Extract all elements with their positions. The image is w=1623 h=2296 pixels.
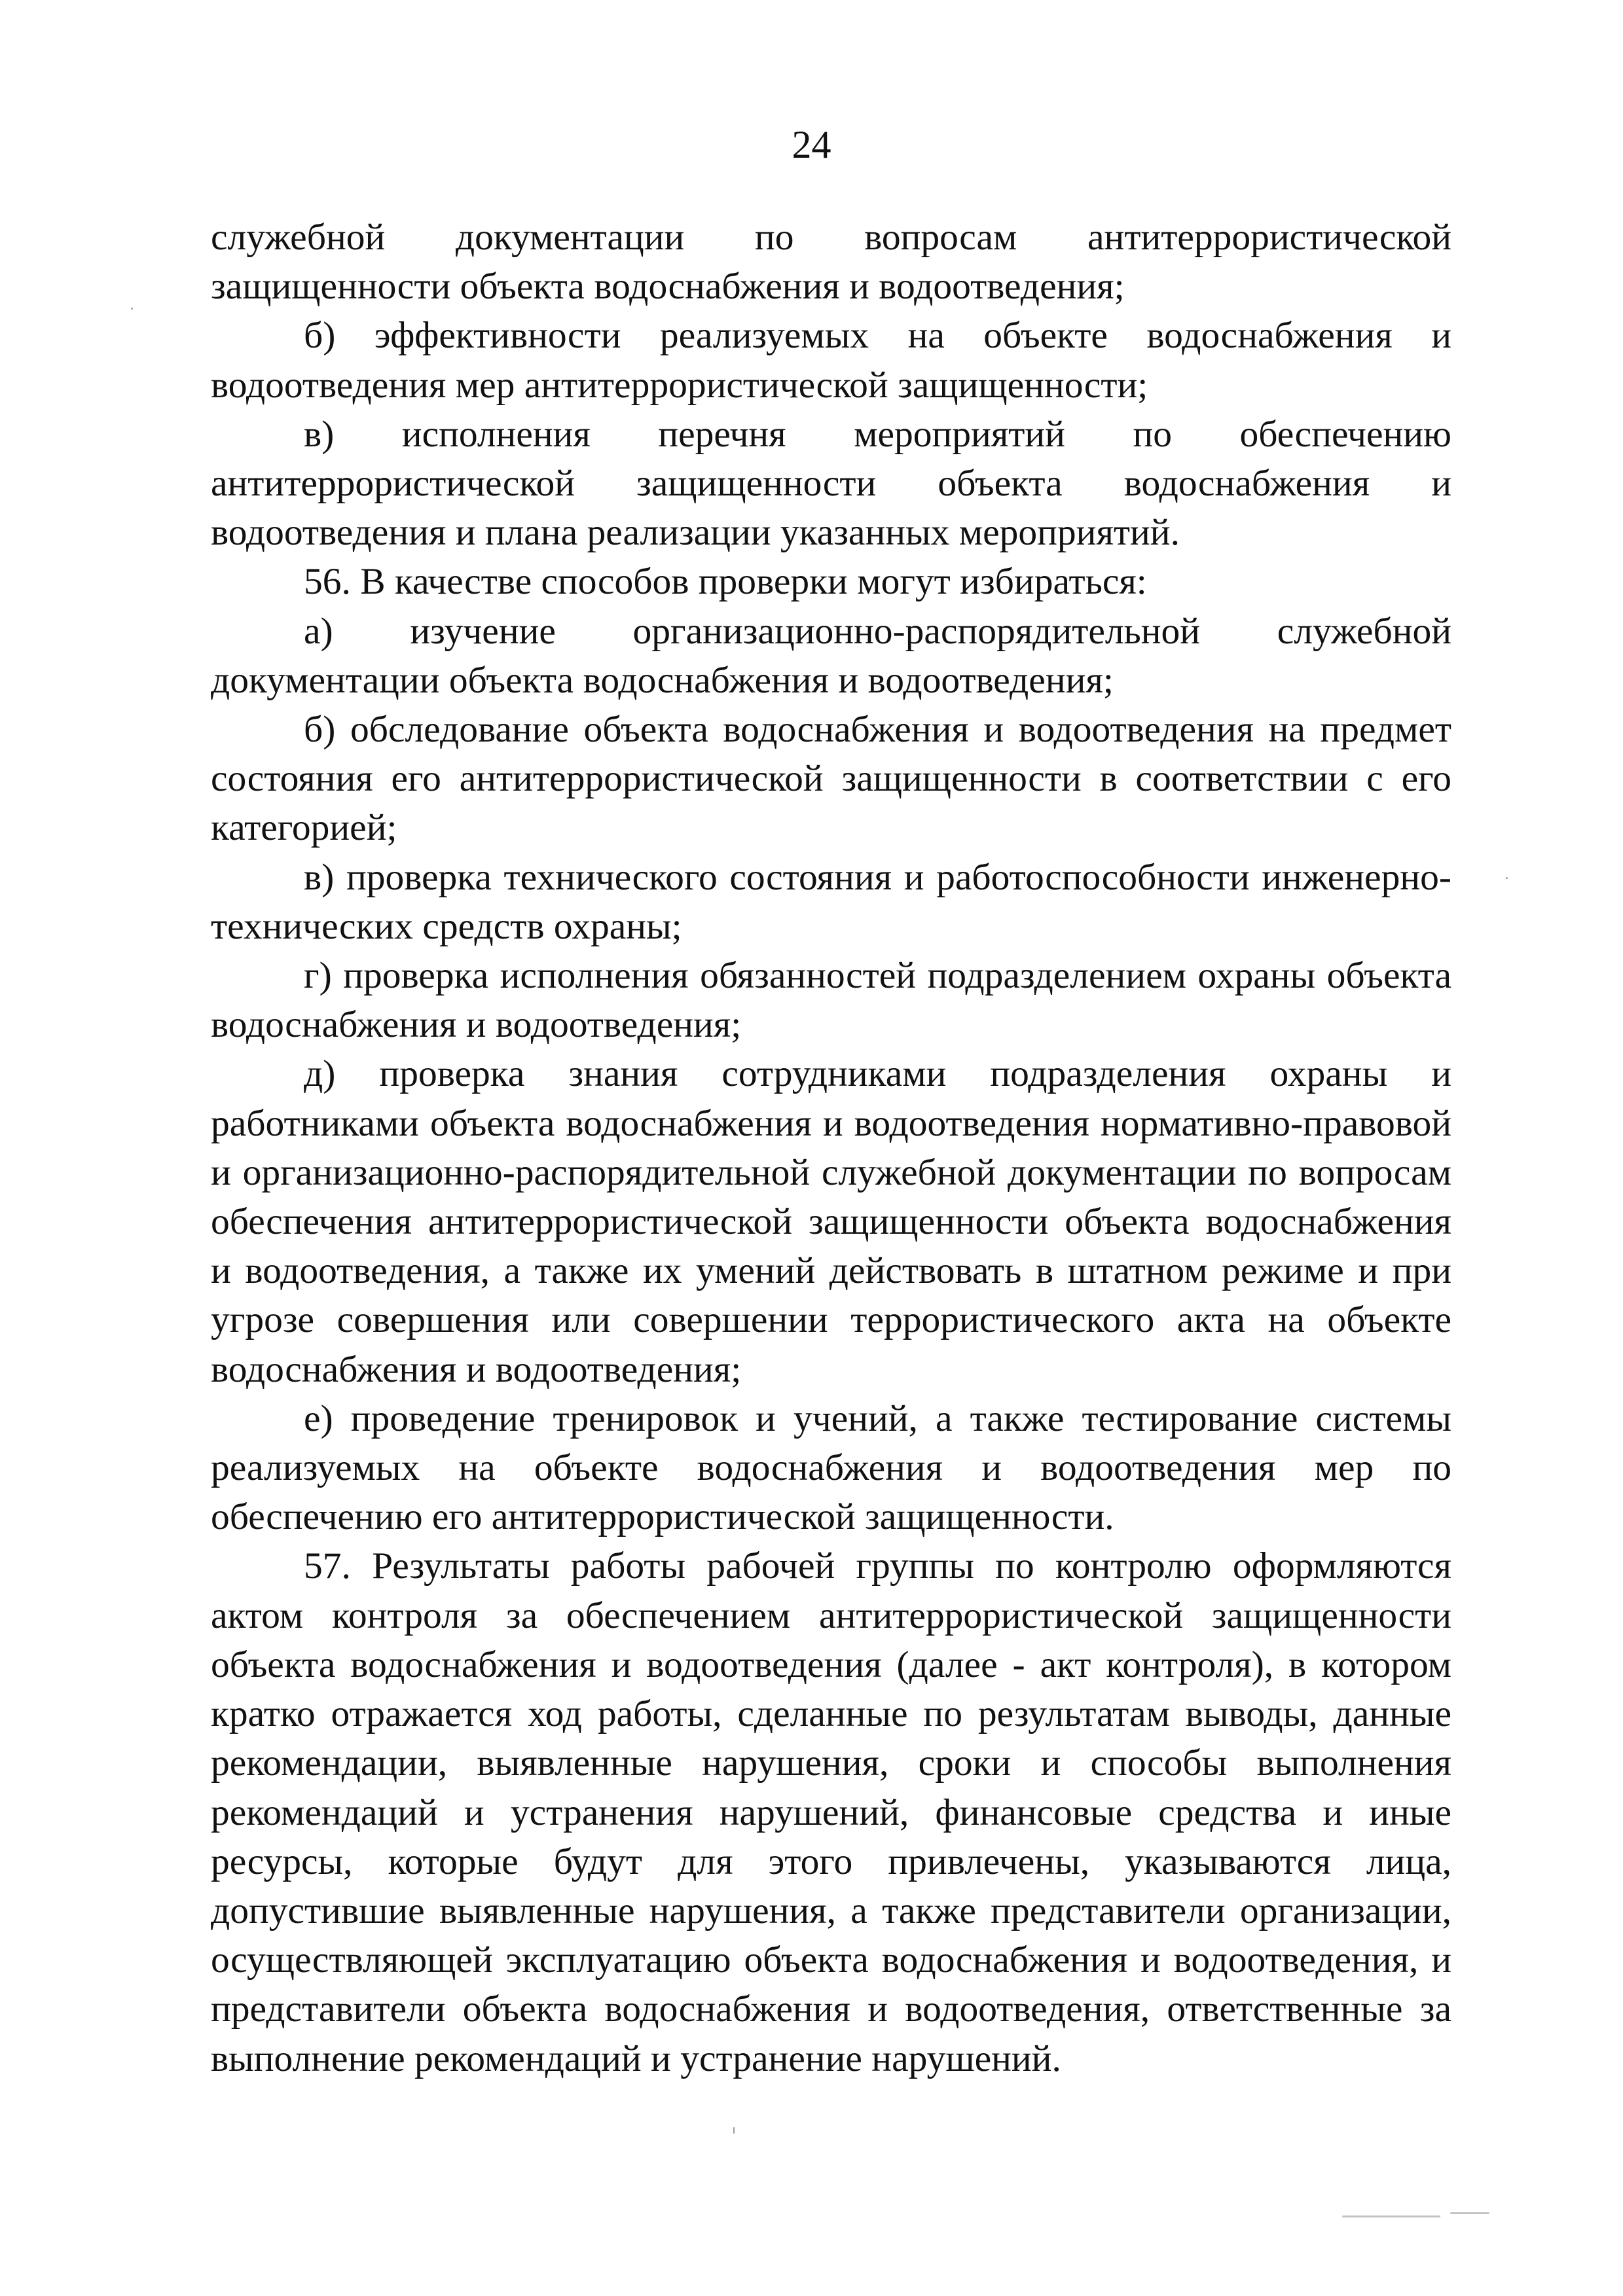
paragraph-57: 57. Результаты работы рабочей группы по контролю оформляются актом контроля за обеспечением антитеррористической защищенности объекта водоснабжения и водоотведения (далее - акт контроля), в котором кратко отражается ход работы, сделанные по результатам выводы, данные рекомендации, выявленные нарушения, сроки и способы выполнения рекомендаций и устранения нарушений, финансовые средства и иные ресурсы, которые будут для этого привлечены, указываются лица, допустившие выявленные нарушения, а также представители организации, осуществляющей эксплуатацию объекта водоснабжения и водоотведения, и представители объекта водоснабжения и водоотведения, ответственные за выполнение рекомендаций и устранение нарушений. xyxy=(211,1545,1451,2079)
paragraph-56-item-v: в) проверка технического состояния и работоспособности инженерно-технических средств охраны; xyxy=(211,856,1451,947)
document-body xyxy=(211,213,1451,2083)
scan-speck xyxy=(733,2127,735,2134)
paragraph-56-item-d: д) проверка знания сотрудниками подразделения охраны и работниками объекта водоснабжения и водоотведения нормативно-правовой и организационно-распорядительной служебной документации по вопросам обеспечения антитеррористической защищенности объекта водоснабжения и водоотведения, а также их умений действовать в штатном режиме и при угрозе совершения или совершении террористического акта на объекте водоснабжения и водоотведения; xyxy=(211,1053,1451,1390)
paragraph-continuation: служебной документации по вопросам антитеррористической защищенности объекта водоснабжения и водоотведения; xyxy=(211,217,1451,308)
page-number: 24 xyxy=(792,123,831,166)
paragraph-56-heading: 56. В качестве способов проверки могут избираться: xyxy=(304,561,1147,603)
paragraph-item-b-effectiveness: б) эффективности реализуемых на объекте водоснабжения и водоотведения мер антитеррористической защищенности; xyxy=(211,315,1451,406)
paragraph-56-item-a: а) изучение организационно-распорядительной служебной документации объекта водоснабжения и водоотведения; xyxy=(211,610,1451,701)
scan-speck xyxy=(131,308,133,310)
paragraph-56-item-b: б) обследование объекта водоснабжения и водоотведения на предмет состояния его антитеррористической защищенности в соответствии с его категорией; xyxy=(211,709,1451,849)
scan-speck xyxy=(1450,2212,1489,2214)
paragraph-56-item-e: е) проведение тренировок и учений, а также тестирование системы реализуемых на объекте водоснабжения и водоотведения мер по обеспечению его антитеррористической защищенности. xyxy=(211,1397,1451,1538)
paragraph-item-v-execution: в) исполнения перечня мероприятий по обеспечению антитеррористической защищенности объекта водоснабжения и водоотведения и плана реализации указанных мероприятий. xyxy=(211,413,1451,554)
scan-speck xyxy=(1506,877,1508,879)
paragraph-56-item-g: г) проверка исполнения обязанностей подразделением охраны объекта водоснабжения и водоотведения; xyxy=(211,955,1451,1046)
scan-speck xyxy=(1342,2215,1440,2217)
